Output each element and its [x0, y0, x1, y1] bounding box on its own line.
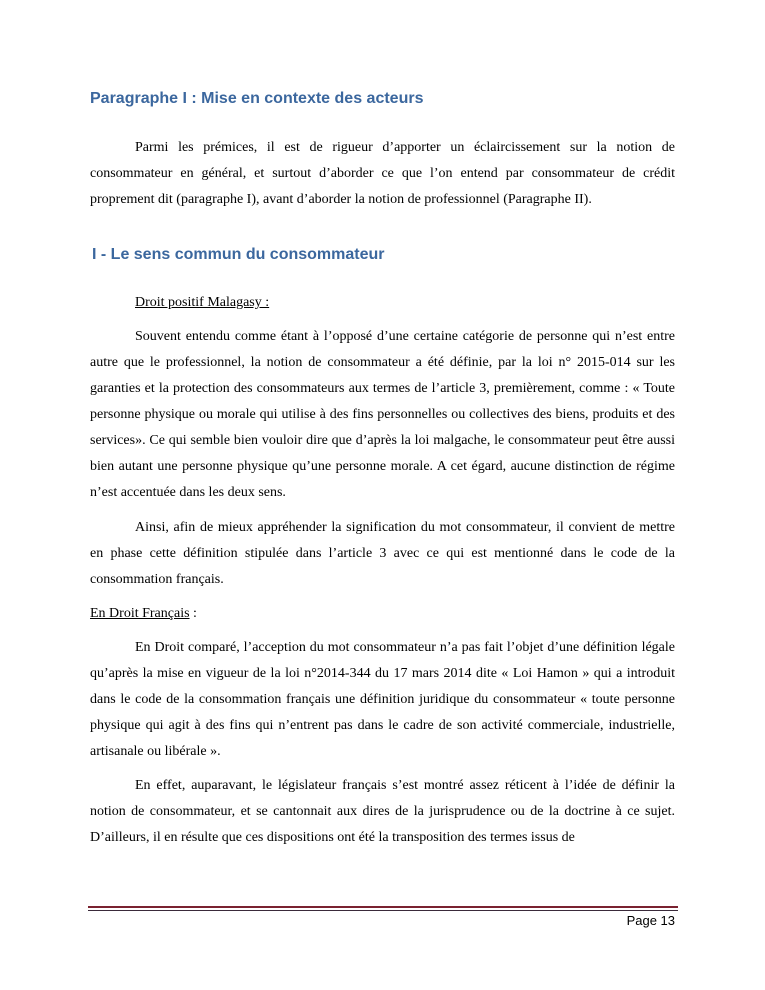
section-heading: I - Le sens commun du consommateur: [92, 246, 385, 263]
french-law-label-colon: :: [189, 606, 197, 621]
page-content: [90, 88, 675, 851]
french-law-label-text: En Droit Français: [90, 606, 190, 621]
french-law-label: [90, 601, 675, 627]
footer-rule: [88, 906, 678, 908]
paragraph-heading: Paragraphe I : Mise en contexte des acteurs: [90, 90, 424, 107]
malagasy-definition-paragraph: Souvent entendu comme étant à l’opposé d’une certaine catégorie de personne qui n’est entre autre que le professionnel, la notion de consommateur a été définie, par la loi n° 2015-014 sur les garanties et la protection des consommateurs aux termes de l’article 3, premièrement, comme : « Toute personne physique ou morale qui utilise à des fins personnelles ou collectives des biens, produits et des services». Ce qui semble bien vouloir dire que d’après la loi malgache, le consommateur peut être aussi bien autant une personne physique qu’une personne morale. A cet égard, aucune distinction de régime n’est accentuée dans les deux sens.: [90, 329, 675, 500]
malagasy-law-label-text: Droit positif Malagasy :: [135, 295, 270, 310]
comparison-paragraph: Ainsi, afin de mieux appréhender la signification du mot consommateur, il convient de mettre en phase cette définition stipulée dans l’article 3 avec ce qui est mentionné dans le code de la consommation français.: [90, 520, 675, 587]
footer-rule-thin: [88, 910, 678, 911]
intro-paragraph: Parmi les prémices, il est de rigueur d’apporter un éclaircissement sur la notion de consommateur en général, et surtout d’aborder ce que l’on entend par consommateur de crédit proprement dit (paragraphe I), avant d’aborder la notion de professionnel (Paragraphe II).: [90, 140, 675, 207]
french-definition-paragraph: En Droit comparé, l’acception du mot consommateur n’a pas fait l’objet d’une définition légale qu’après la mise en vigueur de la loi n°2014-344 du 17 mars 2014 dite « Loi Hamon » qui a introduit dans le code de la consommation français une définition juridique du consommateur « toute personne physique qui agit à des fins qui n’entrent pas dans le cadre de son activité commerciale, industrielle, artisanale ou libérale ».: [90, 640, 675, 759]
page-number: Page 13: [626, 913, 675, 928]
legislator-paragraph: En effet, auparavant, le législateur français s’est montré assez réticent à l’idée de définir la notion de consommateur, et se cantonnait aux dires de la jurisprudence ou de la doctrine à ce sujet. D’ailleurs, il en résulte que ces dispositions ont été la transposition des termes issus de: [90, 778, 675, 845]
malagasy-law-label: [90, 290, 675, 316]
